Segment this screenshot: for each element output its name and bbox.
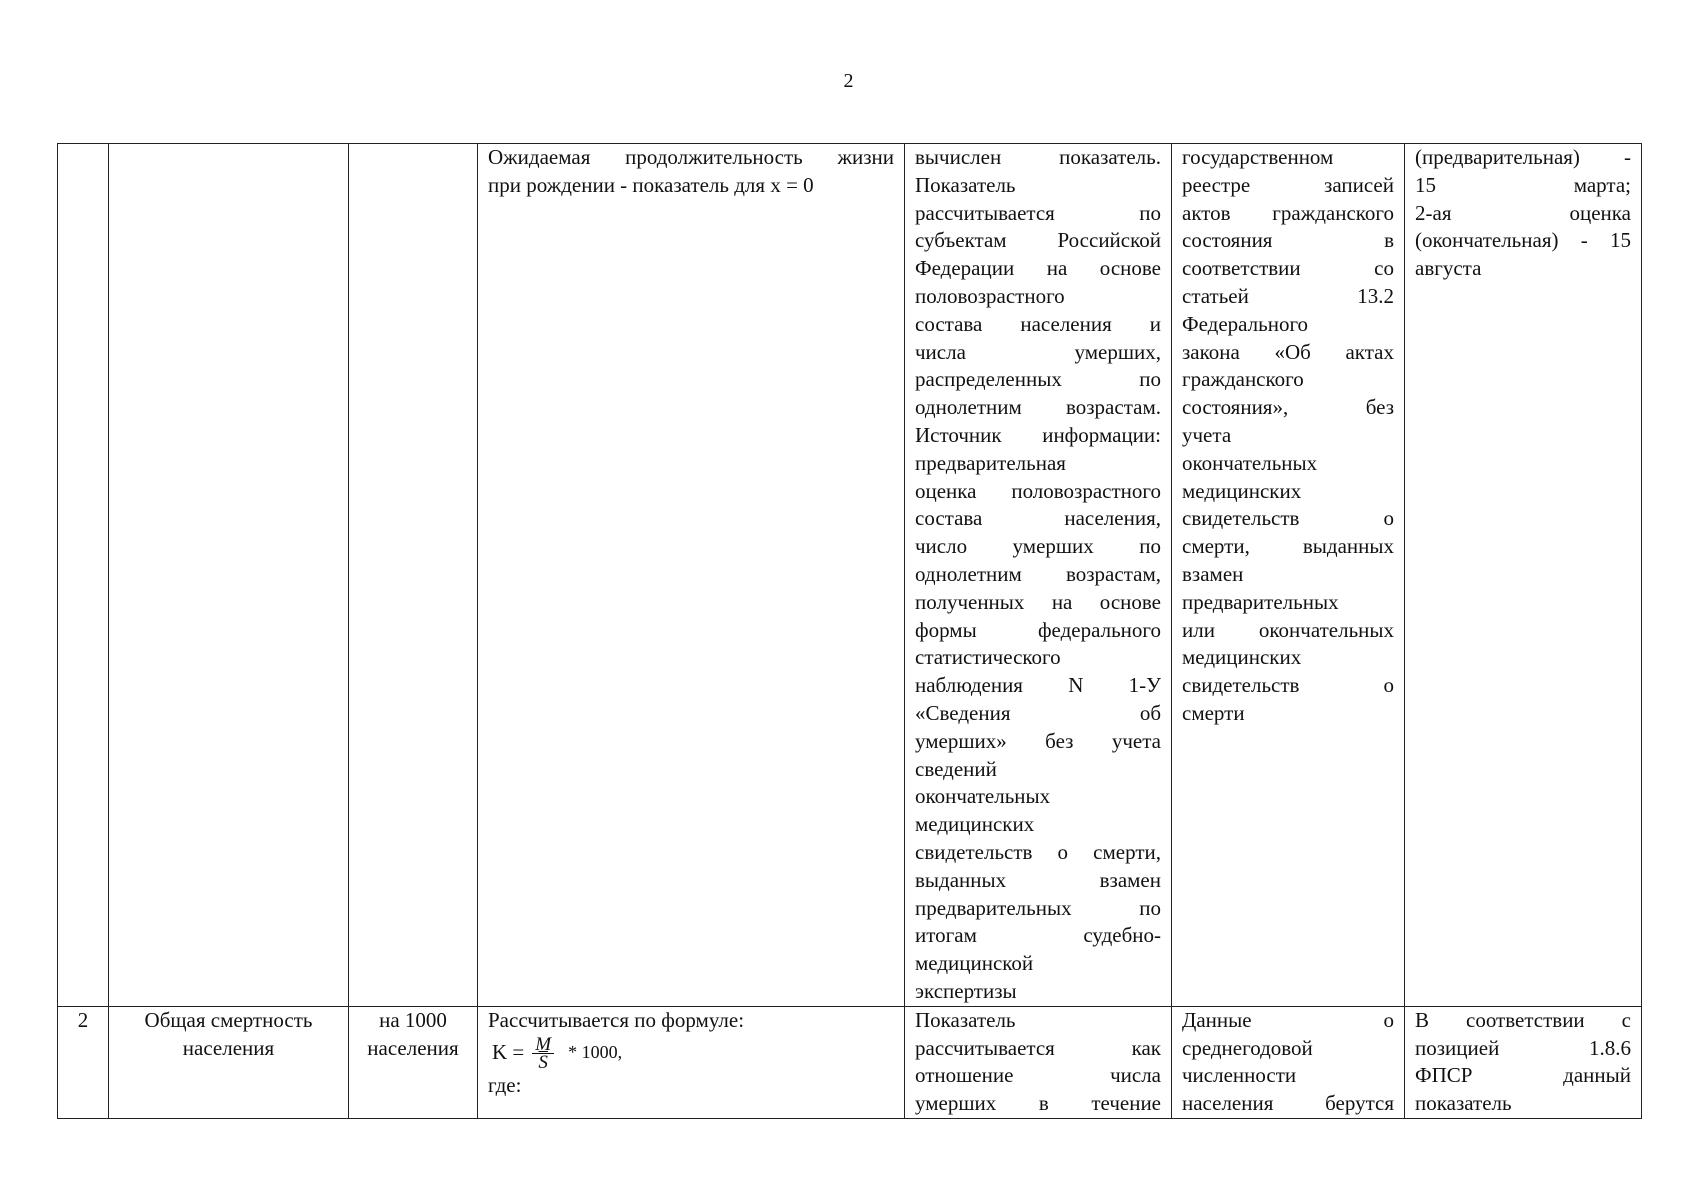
text-line: показатель [1415,1091,1512,1116]
text-line: числа умерших, [915,339,1161,364]
text-line: актов гражданского [1182,200,1394,225]
row2-unit-cell [349,1006,478,1118]
text-line: окончательных [915,784,1051,809]
formula-numerator: M [532,1036,554,1054]
row2-source-text [1182,1007,1394,1118]
row2-calculation-text [915,1007,1161,1118]
table-row [58,144,1642,1007]
text-line: медицинских [1182,478,1302,503]
row2-name-text [119,1007,338,1063]
text-line: Данные о [1182,1007,1394,1032]
row1-number-cell [58,144,109,1007]
text-line: закона «Об актах [1182,339,1394,364]
text-line: населения берутся [1182,1091,1394,1116]
table-row [58,1006,1642,1118]
text-line: свидетельств о смерти, [915,839,1161,864]
text-line: число умерших по [915,534,1161,559]
text-line: умерших в течение [915,1091,1161,1116]
text-line: состояния в [1182,228,1394,253]
text-line: Общая смертность [144,1007,313,1032]
indicator-table [57,143,1642,1119]
row2-unit-text [359,1007,467,1063]
text-line: статьей 13.2 [1182,283,1394,308]
text-line: вычислен показатель. [915,145,1161,169]
text-line: медицинской [915,951,1034,976]
text-line: смерти [1182,700,1245,725]
row2-basis-cell [1405,1006,1642,1118]
text-line: оценка половозрастного [915,478,1161,503]
text-line: государственном [1182,145,1334,169]
text-line: формы федерального [915,617,1161,642]
text-line: среднегодовой [1182,1035,1313,1060]
text-line: Ожидаемая продолжительность жизни [488,145,894,169]
row1-deadline-text [1415,144,1631,283]
formula-denominator: S [538,1051,548,1073]
text-line: распределенных по [915,367,1161,392]
row2-source-cell [1172,1006,1405,1118]
text-line: (окончательная) - 15 [1415,228,1631,253]
row2-basis-text [1415,1007,1631,1118]
text-line: статистического [915,645,1061,670]
text-line: населения [367,1035,459,1060]
page-number: 2 [843,70,854,92]
row1-method-cell [478,144,905,1007]
mortality-formula [492,1035,894,1072]
text-line: однолетним возрастам. [915,395,1161,420]
row2-method-where: где: [488,1072,522,1097]
row1-unit-cell [349,144,478,1007]
text-line: ФПСР данный [1415,1063,1631,1088]
text-line: при рождении - показатель для x = 0 [488,172,814,197]
row1-source-cell [1172,144,1405,1007]
text-line: реестре записей [1182,172,1394,197]
text-line: Показатель [915,172,1016,197]
text-line: субъектам Российской [915,228,1161,253]
text-line: рассчитывается по [915,200,1161,225]
text-line: 2-ая оценка [1415,200,1631,225]
text-line: рассчитывается как [915,1035,1161,1060]
row2-method-intro: Рассчитывается по формуле: [488,1007,745,1032]
row2-number-cell: 2 [58,1006,109,1118]
text-line: (предварительная) - [1415,145,1631,169]
text-line: свидетельств о [1182,673,1394,698]
text-line: однолетним возрастам, [915,561,1161,586]
row2-method-cell [478,1006,905,1118]
text-line: полученных на основе [915,589,1161,614]
text-line: Источник информации: [915,422,1161,447]
text-line: численности [1182,1063,1297,1088]
text-line: взамен [1182,561,1244,586]
text-line: умерших» без учета [915,728,1161,753]
text-line: свидетельств о [1182,506,1394,531]
text-line: Федерального [1182,311,1309,336]
text-line: половозрастного [915,283,1065,308]
row1-deadline-cell [1405,144,1642,1007]
text-line: предварительных [1182,589,1339,614]
row1-calculation-text [915,144,1161,1006]
text-line: состава населения и [915,311,1161,336]
text-line: окончательных [1182,450,1318,475]
row2-calculation-cell [905,1006,1172,1118]
text-line: позицией 1.8.6 [1415,1035,1631,1060]
text-line: смерти, выданных [1182,534,1394,559]
text-line: отношение числа [915,1063,1161,1088]
text-line: соответствии со [1182,256,1394,281]
row1-method-text [488,144,894,200]
text-line: итогам судебно- [915,923,1161,948]
formula-lhs: K = [492,1040,525,1065]
text-line: экспертизы [915,978,1017,1003]
text-line: населения [182,1035,275,1060]
text-line: 15 марта; [1415,172,1631,197]
text-line: августа [1415,256,1482,281]
text-line: состава населения, [915,506,1161,531]
formula-fraction [532,1033,554,1073]
text-line: предварительных по [915,895,1161,920]
text-line: выданных взамен [915,867,1161,892]
text-line: наблюдения N 1-У [915,673,1161,698]
row2-name-cell [109,1006,349,1118]
row1-calculation-cell [905,144,1172,1007]
text-line: гражданского [1182,367,1304,392]
text-line: состояния», без [1182,395,1394,420]
text-line: учета [1182,422,1232,447]
text-line: В соответствии с [1415,1007,1631,1032]
text-line: Показатель [915,1007,1016,1032]
text-line: предварительная [915,450,1066,475]
text-line: медицинских [1182,645,1302,670]
formula-rhs: * 1000, [568,1042,623,1063]
text-line: на 1000 [379,1007,447,1032]
text-line: медицинских [915,812,1035,837]
text-line: Федерации на основе [915,256,1161,281]
text-line: «Сведения об [915,700,1161,725]
text-line: или окончательных [1182,617,1394,642]
row1-name-cell [109,144,349,1007]
row1-source-text [1182,144,1394,728]
text-line: сведений [915,756,997,781]
